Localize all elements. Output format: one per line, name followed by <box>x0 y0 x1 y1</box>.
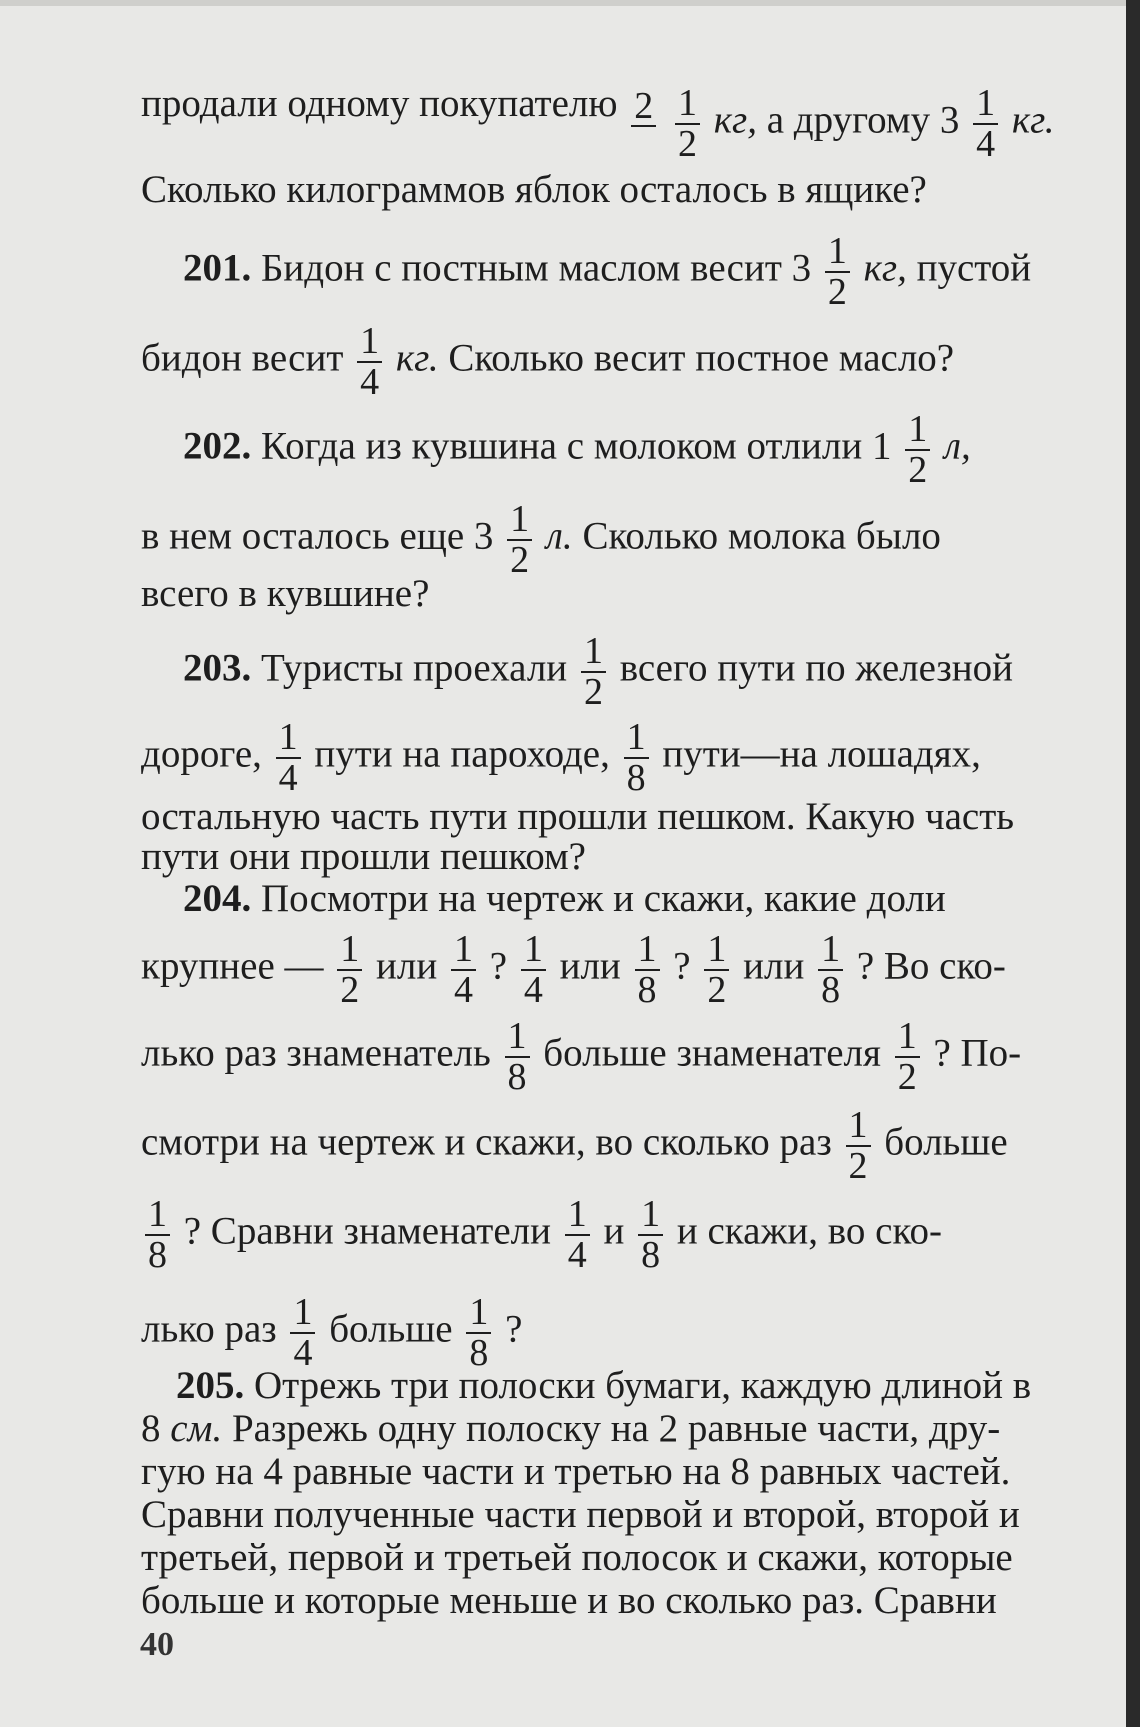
text: Разрежь одну полоску на 2 равные части, дру- <box>231 1407 1001 1450</box>
text-line <box>671 84 1055 164</box>
text-line <box>141 1106 1008 1186</box>
text: Сколько молока было <box>582 514 941 558</box>
fraction-numerator: 1 <box>507 500 532 541</box>
fraction-numerator: 1 <box>276 718 301 759</box>
problem-number: 201. <box>183 246 252 290</box>
fraction-denominator: 8 <box>637 968 657 1011</box>
text-line <box>141 1581 997 1620</box>
fraction-denominator: 8 <box>641 1233 661 1276</box>
fraction <box>638 1195 663 1275</box>
unit: кг, <box>863 246 907 290</box>
fraction-denominator: 4 <box>293 1331 313 1374</box>
problem-203 <box>183 632 1013 712</box>
unit: кг. <box>395 336 439 380</box>
text-line <box>141 1017 1021 1097</box>
fraction-numerator: 1 <box>846 1106 871 1147</box>
text: крупнее — <box>141 944 324 988</box>
fraction <box>895 1017 920 1097</box>
fraction-denominator: 2 <box>707 968 727 1011</box>
text: Отрежь три полоски бумаги, каждую длиной в <box>254 1364 1032 1407</box>
text: в нем осталось еще 3 <box>141 514 494 558</box>
text: продали одному покупателю <box>141 82 618 125</box>
text: ? <box>673 944 691 988</box>
text: ? <box>505 1307 523 1351</box>
text: пустой <box>916 246 1032 290</box>
fraction-numerator: 1 <box>451 930 476 971</box>
fraction <box>505 1017 530 1097</box>
fraction-denominator: 4 <box>278 756 298 799</box>
fraction-numerator: 1 <box>825 232 850 273</box>
fraction-numerator: 1 <box>466 1293 491 1334</box>
fraction-numerator: 1 <box>638 1195 663 1236</box>
fraction-denominator: 2 <box>583 670 603 713</box>
text: лько раз знаменатель <box>141 1031 491 1075</box>
text: 8 <box>141 1407 161 1450</box>
text: и <box>603 1209 625 1253</box>
text: лько раз <box>141 1307 277 1351</box>
fraction <box>521 930 546 1010</box>
fraction <box>507 500 532 580</box>
fraction <box>581 632 606 712</box>
fraction-numerator: 1 <box>905 410 930 451</box>
fraction-denominator: 4 <box>454 968 474 1011</box>
fraction-numerator: 1 <box>521 930 546 971</box>
text: или <box>559 944 621 988</box>
text: гую на 4 равные части и третью на 8 равных частей. <box>141 1450 1011 1493</box>
text-line <box>141 1538 1013 1577</box>
fraction <box>818 930 843 1010</box>
text: ? По- <box>933 1031 1022 1075</box>
fraction-whole: 3 <box>939 98 960 142</box>
fraction-denominator: 2 <box>897 1055 917 1098</box>
fraction-numerator: 1 <box>337 930 362 971</box>
fraction-denominator: 4 <box>523 968 543 1011</box>
fraction <box>846 1106 871 1186</box>
fraction-denominator: 8 <box>148 1233 167 1276</box>
text: всего пути по железной <box>619 646 1014 690</box>
text: а другому <box>766 98 931 142</box>
text: больше <box>329 1307 453 1351</box>
text-line <box>141 797 1014 836</box>
text: Сколько весит постное масло? <box>448 336 955 380</box>
fraction-numerator: 1 <box>624 718 649 759</box>
fraction-numerator: 1 <box>895 1017 920 1058</box>
fraction-numerator: 1 <box>565 1195 590 1236</box>
problem-number: 204. <box>183 877 252 920</box>
text-line <box>141 1495 1020 1534</box>
fraction-denominator: 4 <box>567 1233 587 1276</box>
unit: кг, <box>713 98 757 142</box>
fraction <box>337 930 362 1010</box>
text: смотри на чертеж и скажи, во сколько раз <box>141 1120 832 1164</box>
fraction-numerator: 1 <box>818 930 843 971</box>
text-line <box>141 930 1006 1010</box>
text-line <box>141 170 927 209</box>
text-line <box>141 1452 1010 1491</box>
text-line <box>141 1293 522 1373</box>
text: или <box>376 944 438 988</box>
text-line <box>141 1195 942 1275</box>
text: остальную часть пути прошли пешком. Какую часть <box>141 795 1015 838</box>
text: Бидон с постным маслом весит 3 <box>261 246 812 290</box>
fraction-whole: 2 <box>631 87 656 128</box>
text: ? Сравни знаменатели <box>183 1209 551 1253</box>
fraction-denominator: 2 <box>908 448 928 491</box>
fraction-numerator: 1 <box>704 930 729 971</box>
fraction <box>973 84 998 164</box>
text: ? <box>489 944 508 988</box>
text-line <box>141 322 954 402</box>
text: и скажи, во ско- <box>676 1209 942 1253</box>
text: или <box>743 944 805 988</box>
problem-number: 202. <box>183 424 252 468</box>
text: Когда из кувшина с молоком отлили 1 <box>261 424 892 468</box>
unit: см. <box>170 1407 223 1450</box>
text: бидон весит <box>141 336 344 380</box>
text: третьей, первой и третьей полосок и скажи, которые <box>141 1536 1013 1579</box>
text: ? Во ско- <box>856 944 1006 988</box>
problem-205 <box>176 1366 1031 1405</box>
page-number: 40 <box>140 1626 174 1663</box>
fraction-denominator: 8 <box>469 1331 489 1374</box>
text: пути—на лошадях, <box>662 732 981 776</box>
fraction-denominator: 2 <box>827 270 847 313</box>
fraction-denominator: 4 <box>976 122 996 165</box>
fraction <box>565 1195 590 1275</box>
fraction-numerator: 1 <box>581 632 606 673</box>
fraction-numerator: 1 <box>290 1293 315 1334</box>
unit: л. <box>545 514 573 558</box>
problem-number: 203. <box>183 646 252 690</box>
fraction-denominator: 8 <box>821 968 841 1011</box>
text: Сравни полученные части первой и второй, второй и <box>141 1493 1020 1536</box>
problem-number: 205. <box>176 1364 245 1407</box>
text: дороге, <box>141 732 262 776</box>
fraction-numerator: 1 <box>357 322 382 363</box>
text: Туристы проехали <box>261 646 568 690</box>
fraction <box>276 718 301 798</box>
fraction-denominator: 2 <box>510 538 530 581</box>
fraction-numerator: 1 <box>635 930 660 971</box>
fraction <box>825 232 850 312</box>
fraction-numerator: 1 <box>675 84 700 125</box>
text-line <box>141 1409 1000 1448</box>
fraction-denominator: 2 <box>340 968 360 1011</box>
fraction <box>624 718 649 798</box>
fraction <box>704 930 729 1010</box>
text: Посмотри на чертеж и скажи, какие доли <box>261 877 946 920</box>
fraction-denominator: 8 <box>507 1055 527 1098</box>
fraction <box>451 930 476 1010</box>
text: больше <box>884 1120 1008 1164</box>
fraction <box>290 1293 315 1373</box>
fraction <box>635 930 660 1010</box>
text: пути они прошли пешком? <box>141 835 586 878</box>
text-line <box>141 837 586 876</box>
unit: л, <box>944 424 971 468</box>
fraction <box>145 1195 170 1275</box>
text-line <box>141 84 660 127</box>
text-line <box>141 718 981 798</box>
fraction-denominator: 4 <box>360 360 380 403</box>
fraction <box>357 322 382 402</box>
fraction-numerator: 1 <box>145 1195 170 1236</box>
fraction-denominator: 8 <box>626 756 646 799</box>
text: всего в кувшине? <box>141 572 430 615</box>
text: больше и которые меньше и во сколько раз. Сравни <box>141 1579 997 1622</box>
text: больше знаменателя <box>543 1031 881 1075</box>
fraction <box>466 1293 491 1373</box>
fraction <box>631 84 656 128</box>
problem-201 <box>183 232 1031 312</box>
problem-204 <box>183 879 946 918</box>
fraction <box>905 410 930 490</box>
fraction-numerator: 1 <box>505 1017 530 1058</box>
text: пути на пароходе, <box>314 732 610 776</box>
fraction-denominator: 2 <box>848 1144 868 1187</box>
fraction <box>675 84 700 164</box>
text: Сколько килограммов яблок осталось в ящике? <box>141 168 927 211</box>
text-line <box>141 574 429 613</box>
unit: кг. <box>1011 98 1055 142</box>
problem-202 <box>183 410 971 490</box>
fraction-denominator: 2 <box>678 122 697 165</box>
fraction-numerator: 1 <box>973 84 998 125</box>
text-line <box>141 500 941 580</box>
